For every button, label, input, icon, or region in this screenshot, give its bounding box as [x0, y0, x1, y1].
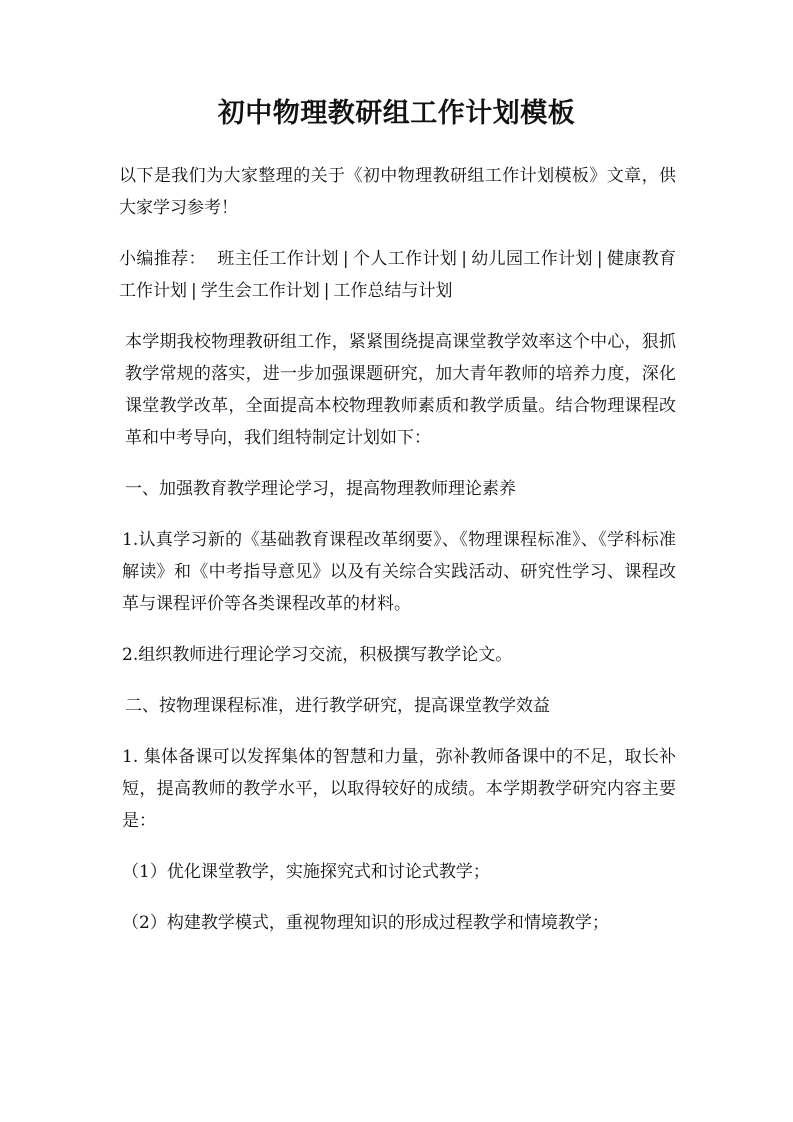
recommend-link-health-education[interactable]: 健康教育工作计划 [119, 249, 677, 301]
recommend-link-student-union[interactable]: 学生会工作计划 [200, 281, 320, 301]
paragraph-item-1-2: 2.组织教师进行理论学习交流，积极撰写教学论文。 [122, 645, 513, 665]
section-heading-2: 二、按物理课程标准，进行教学研究，提高课堂教学效益 [125, 696, 550, 716]
recommend-separator: | [596, 249, 603, 269]
section-heading-1: 一、加强教育教学理论学习，提高物理教师理论素养 [125, 479, 516, 499]
recommend-link-summary-plan[interactable]: 工作总结与计划 [333, 281, 453, 301]
recommend-link-class-teacher[interactable]: 班主任工作计划 [217, 249, 339, 269]
recommend-separator: | [323, 281, 330, 301]
paragraph-item-1-1: 1.认真学习新的《基础教育课程改革纲要》、《物理课程标准》、《学科标准解读》和《中考指导意见》以及有关综合实践活动、研究性学习、课程改革与课程评价等各类课程改革的材料。 [122, 530, 676, 614]
intro-paragraph: 以下是我们为大家整理的关于《初中物理教研组工作计划模板》文章，供大家学习参考！ [119, 166, 676, 218]
recommend-separator: | [191, 281, 197, 301]
recommend-label: 小编推荐： [119, 249, 206, 269]
recommend-paragraph [119, 243, 676, 307]
paragraph-item-2-1-a: （1）优化课堂教学，实施探究式和讨论式教学； [122, 862, 490, 882]
recommend-link-personal[interactable]: 个人工作计划 [352, 249, 458, 269]
document-body [119, 160, 676, 958]
recommend-separator: | [461, 249, 467, 269]
document-title: 初中物理教研组工作计划模板 [217, 98, 576, 129]
paragraph-overview: 本学期我校物理教研组工作，紧紧围绕提高课堂教学效率这个中心，狠抓教学常规的落实，进一步加强课题研究，加大青年教师的培养力度，深化课堂教学改革，全面提高本校物理教师素质和教学质量。结合物理课程改革和中考导向，我们组特制定计划如下： [125, 332, 676, 448]
recommend-link-kindergarten[interactable]: 幼儿园工作计划 [470, 249, 593, 269]
paragraph-item-2-1-b: （2）构建教学模式，重视物理知识的形成过程教学和情境教学； [122, 913, 609, 933]
recommend-separator: | [342, 249, 349, 269]
paragraph-item-2-1: 1. 集体备课可以发挥集体的智慧和力量，弥补教师备课中的不足，取长补短，提高教师的教学水平，以取得较好的成绩。本学期教学研究内容主要是： [122, 747, 676, 831]
